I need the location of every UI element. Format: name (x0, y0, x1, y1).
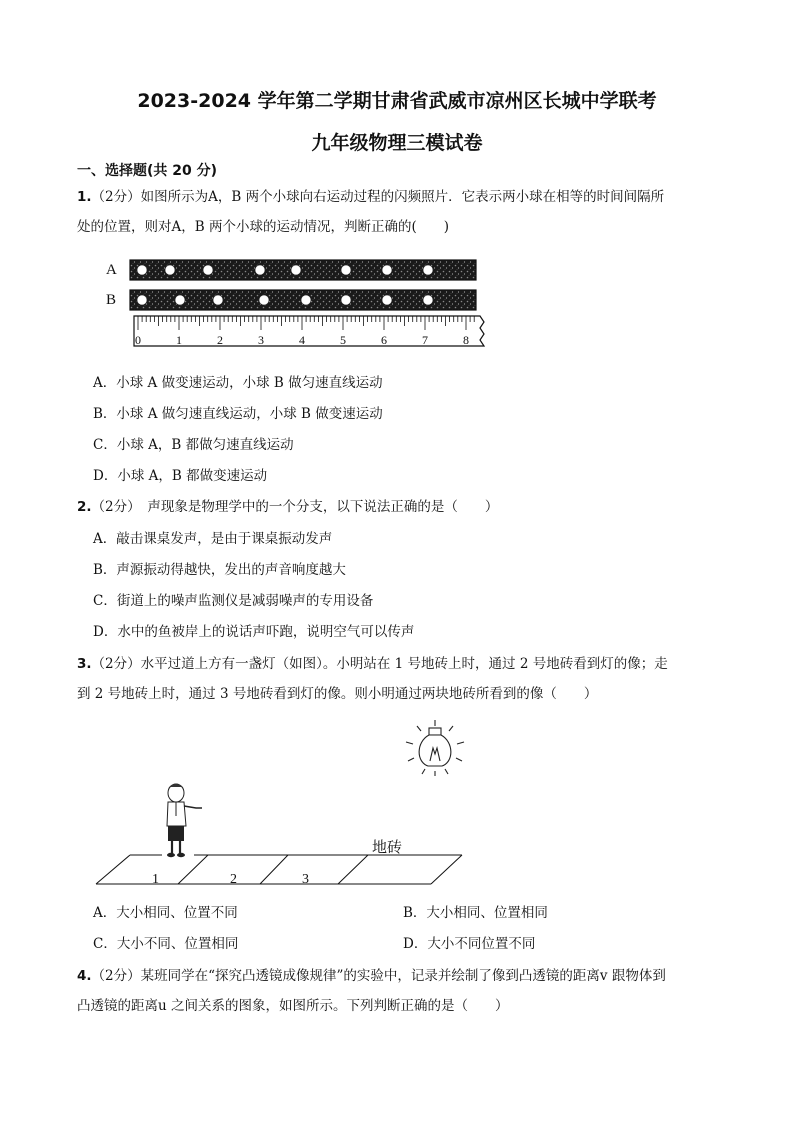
q2-option-b[interactable]: B．声源振动得越快，发出的声音响度越大 (93, 562, 346, 578)
q4-number: 4. (77, 968, 92, 984)
ruler-label-5: 5 (340, 333, 346, 347)
q4-stem-line1 (77, 967, 666, 985)
q2-text-1: 声现象是物理学中的一个分支，以下说法正确的是（ ） (133, 499, 499, 515)
ball-b-4 (259, 295, 269, 305)
ball-a-1 (137, 265, 147, 275)
q1-option-d[interactable]: D．小球 A，B 都做变速运动 (93, 468, 268, 484)
q4-stem-line2: 凸透镜的距离u 之间关系的图象，如图所示。下列判断正确的是（ ） (77, 998, 509, 1014)
tile-1-label: 1 (152, 872, 159, 887)
q1-text-1: 如图所示为A，B 两个小球向右运动过程的闪频照片．它表示两小球在相等的时间间隔所 (140, 189, 665, 205)
strip-b-label: B (106, 292, 117, 308)
ruler-label-4: 4 (299, 333, 305, 347)
lamp-bulb (419, 735, 451, 766)
q3-option-c[interactable]: C．大小不同、位置相同 (93, 936, 239, 952)
q2-stem-line1 (77, 498, 498, 516)
ball-a-4 (255, 265, 265, 275)
person-figure (167, 784, 202, 857)
ruler-label-2: 2 (217, 333, 223, 347)
ruler-label-1: 1 (176, 333, 182, 347)
exam-title-line1: 2023-2024 学年第二学期甘肃省武威市凉州区长城中学联考 (137, 90, 657, 112)
ruler (134, 316, 484, 346)
q2-option-a[interactable]: A．敲击课桌发声，是由于课桌振动发声 (93, 531, 333, 547)
q3-lamp-figure (90, 716, 470, 890)
q3-number: 3. (77, 656, 92, 672)
q1-strobe-figure (100, 252, 500, 352)
q1-stem-line2: 处的位置，则对A，B 两个小球的运动情况，判断正确的( ) (77, 219, 449, 235)
floor-tiles (96, 855, 462, 884)
q1-option-c[interactable]: C．小球 A，B 都做匀速直线运动 (93, 437, 294, 453)
ball-a-5 (291, 265, 301, 275)
ball-a-8 (423, 265, 433, 275)
q2-number: 2. (77, 499, 92, 515)
tile-2-label: 2 (230, 872, 237, 887)
floor-label: 地砖 (372, 840, 403, 856)
tile-3-label: 3 (302, 872, 309, 887)
ruler-label-7: 7 (422, 333, 428, 347)
q3-points: （2分） (91, 656, 141, 672)
q2-option-d[interactable]: D．水中的鱼被岸上的说话声吓跑，说明空气可以传声 (93, 624, 415, 640)
ruler-label-6: 6 (381, 333, 387, 347)
ball-a-2 (165, 265, 175, 275)
section-heading: 一、选择题(共 20 分) (77, 163, 218, 179)
ball-b-2 (175, 295, 185, 305)
q1-option-b[interactable]: B．小球 A 做匀速直线运动，小球 B 做变速运动 (93, 406, 383, 422)
ball-b-3 (213, 295, 223, 305)
ball-b-5 (301, 295, 311, 305)
ruler-label-0: 0 (135, 333, 141, 347)
q3-text-1: 水平过道上方有一盏灯（如图）。小明站在 1 号地砖上时，通过 2 号地砖看到灯的像；走 (140, 656, 668, 672)
ruler-label-3: 3 (258, 333, 264, 347)
ball-b-7 (382, 295, 392, 305)
ball-a-3 (203, 265, 213, 275)
ball-b-8 (423, 295, 433, 305)
q1-points: （2分） (91, 189, 141, 205)
strip-a-label: A (106, 262, 117, 278)
q2-points: （2分） (91, 499, 134, 515)
q3-option-d[interactable]: D．大小不同位置不同 (403, 936, 536, 952)
lamp-socket (429, 728, 441, 735)
q1-option-a[interactable]: A．小球 A 做变速运动，小球 B 做匀速直线运动 (93, 375, 383, 391)
q4-text-1: 某班同学在“探究凸透镜成像规律”的实验中，记录并绘制了像到凸透镜的距离v 跟物体到 (140, 968, 666, 984)
q3-stem-line1 (77, 655, 668, 673)
q3-stem-line2: 到 2 号地砖上时，通过 3 号地砖看到灯的像。则小明通过两块地砖所看到的像（ ） (77, 686, 598, 702)
q4-points: （2分） (91, 968, 141, 984)
ball-b-6 (341, 295, 351, 305)
q2-option-c[interactable]: C．街道上的噪声监测仪是减弱噪声的专用设备 (93, 593, 374, 609)
q3-option-b[interactable]: B．大小相同、位置相同 (403, 905, 548, 921)
ball-a-7 (382, 265, 392, 275)
ball-b-1 (137, 295, 147, 305)
ball-a-6 (341, 265, 351, 275)
ruler-label-8: 8 (463, 333, 469, 347)
q1-number: 1. (77, 189, 92, 205)
q3-option-a[interactable]: A．大小相同、位置不同 (93, 905, 238, 921)
exam-title-line2: 九年级物理三模试卷 (311, 132, 483, 154)
q1-stem-line1 (77, 188, 664, 206)
